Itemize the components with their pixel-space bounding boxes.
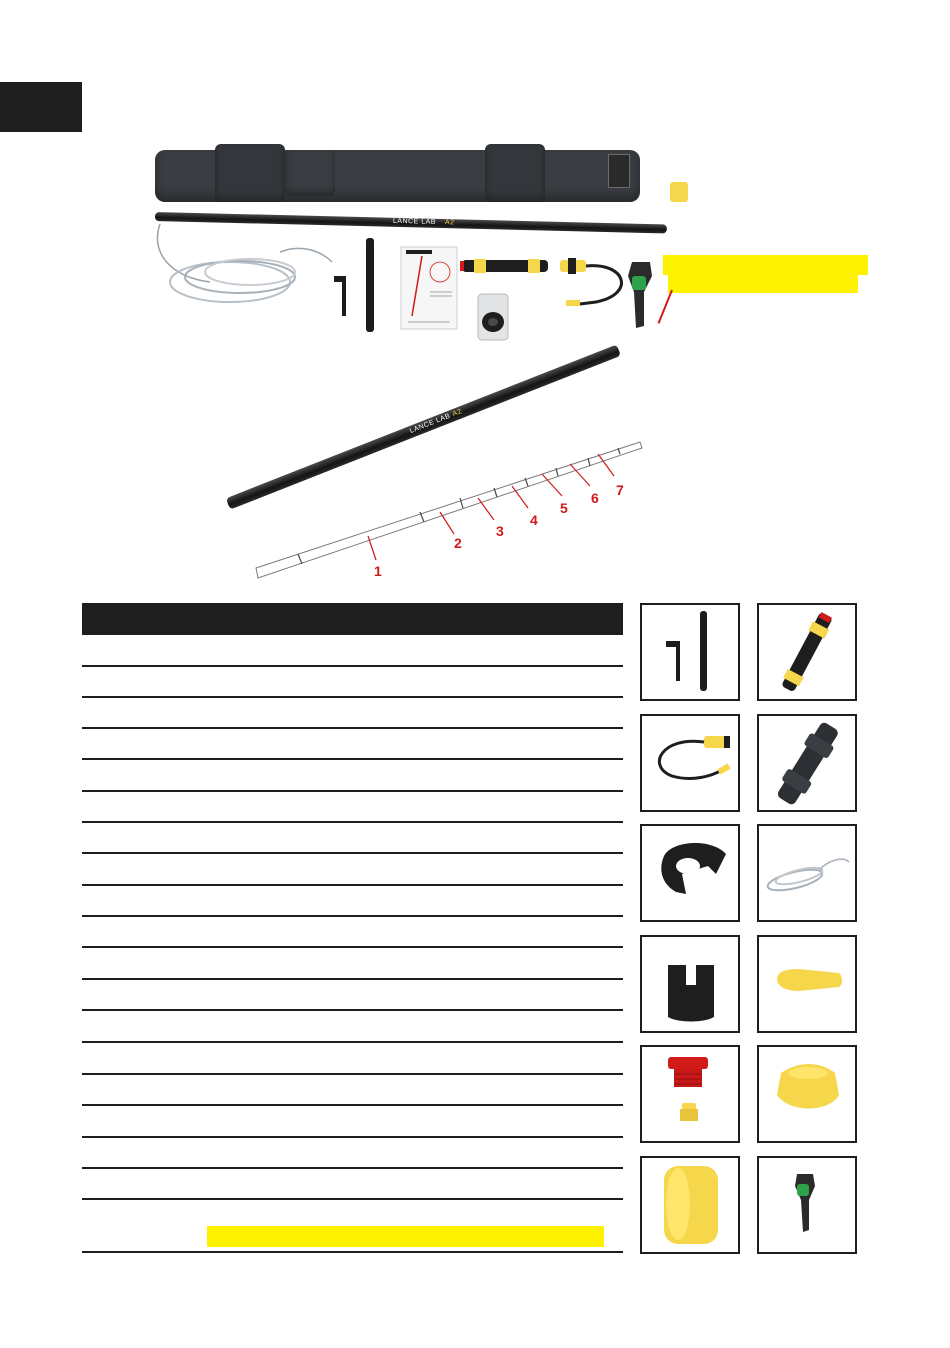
table-row-separator [82,1136,623,1138]
table-row-separator [82,852,623,854]
bag-pocket [215,144,285,202]
small-yellow-cap [670,182,688,202]
table-highlight-bar [207,1226,604,1247]
table-row-separator [82,884,623,886]
tile-elbow-and-tube [640,603,740,701]
table-row-separator [82,696,623,698]
tile-yellow-sleeve [640,1156,740,1254]
table-row-separator [82,1251,623,1253]
telescopic-section [460,254,550,278]
screw-plugs-icon [642,1047,738,1141]
callout-pointer-line [658,290,673,324]
tile-brush-clamp [757,1156,857,1254]
elbow-and-tube [330,236,385,336]
elbow-and-tube-icon [642,605,738,699]
table-row-separator [82,1041,623,1043]
yellow-sleeve-icon [642,1158,738,1252]
tile-hose-connector [640,714,740,812]
section-label-7: 7 [616,482,624,498]
tile-yellow-cap [757,1045,857,1143]
bag-pocket [285,150,335,196]
section-label-2: 2 [454,535,462,551]
pole-upper-model: A2 [444,219,455,227]
table-row-separator [82,1009,623,1011]
clip-in-bag [476,292,510,342]
end-cap-icon [642,937,738,1031]
pole-upper-brand: LANCE LAB [392,217,437,226]
table-row-separator [82,1104,623,1106]
table-row-separator [82,758,623,760]
section-tab-marker [0,82,82,132]
table-row-separator [82,978,623,980]
table-row-separator [82,790,623,792]
table-row-separator [82,946,623,948]
tile-end-cap [640,935,740,1033]
tile-water-hose [757,824,857,922]
pole-lower-model: A2 [451,408,464,419]
callout-highlight [663,255,868,275]
clip-holder-icon [642,826,738,920]
section-label-6: 6 [591,490,599,506]
table-row-separator [82,1073,623,1075]
hose-connector-icon [642,716,738,810]
carry-bag-icon [759,716,855,810]
section-label-1: 1 [374,563,382,579]
tile-clip-holder [640,824,740,922]
hose-coil [150,222,340,312]
tile-carry-bag [757,714,857,812]
tile-yellow-tip [757,935,857,1033]
table-row-separator [82,665,623,667]
section-label-4: 4 [530,512,538,528]
yellow-cap-icon [759,1047,855,1141]
yellow-tip-icon [759,937,855,1031]
bag-pocket [485,144,545,202]
table-row-separator [82,821,623,823]
table-row-separator [82,1198,623,1200]
brush-clamp-icon [759,1158,855,1252]
tile-telescopic-section [757,603,857,701]
table-row-separator [82,1167,623,1169]
section-label-5: 5 [560,500,568,516]
pole-lower-brand: LANCE LAB [408,412,452,435]
instruction-sheet [400,246,458,330]
telescopic-section-icon [759,605,855,699]
bag-label-tag [608,154,630,188]
carry-bag [155,150,640,202]
table-row-separator [82,915,623,917]
water-hose-icon [759,826,855,920]
callout-highlight [668,275,858,293]
pole-section-schematic [250,436,650,586]
section-label-3: 3 [496,523,504,539]
components-table-header [82,603,623,635]
table-row-separator [82,727,623,729]
tile-screw-plugs [640,1045,740,1143]
brush-clamp [622,256,658,332]
